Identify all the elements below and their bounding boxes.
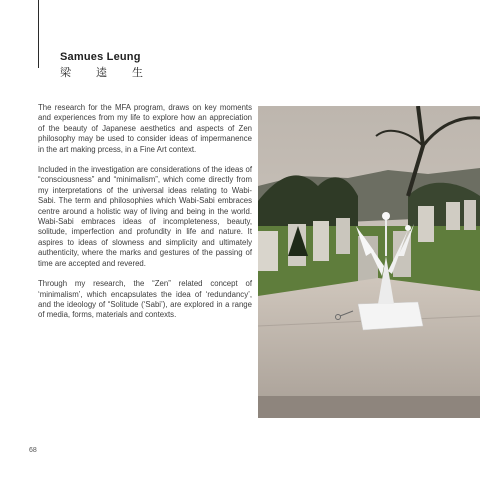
- paragraph-intro: The research for the MFA program, draws on key moments and experiences from my life to explore how an appreciation of the beauty of Japanese aesthetics and aspects of Zen philosophy may be used to consider ideas of impermanence in the art making prcess, in a Fine Art context.: [38, 103, 252, 154]
- author-name-cjk: 梁逵生: [60, 66, 168, 79]
- vertical-rule: [38, 0, 39, 68]
- author-name: Samues Leung: [60, 51, 141, 63]
- paragraph-zen: Through my research, the “Zen” related concept of ‘minimalism’, which encapsulates the idea of ‘redundancy’, and the ideology of “Solitude (‘Sabi’), are explored in a range of media, forms, materials and contexts.: [38, 279, 252, 320]
- cemetery-sculpture-photo: [258, 106, 480, 418]
- paragraph-wabi-sabi: Included in the investigation are considerations of the ideas of “consciousness” and “minimalism”, which come directly from my interpretations of the universal ideas relating to Wabi-Sabi. The term and philosophies which Wabi-Sabi embraces centre around a holistic way of living and being in the world. Wabi-Sabi embraces ideas of incompleteness, beauty, solitude, imperfection and profundity in life and nature. It aspires to ideas of slowness and simplicity and ultimately authenticity, where the marks and gestures of the passing of time are accepted and revered.: [38, 165, 252, 268]
- page-number: 68: [29, 447, 37, 454]
- body-text: [38, 103, 252, 331]
- author-block: [60, 50, 168, 80]
